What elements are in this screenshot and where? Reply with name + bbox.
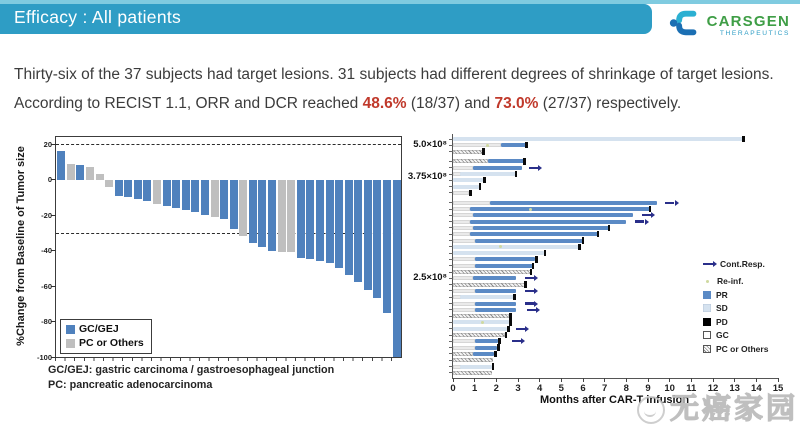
legend-label: GC: [716, 330, 729, 341]
swimmer-segment-pr: [475, 308, 516, 312]
cont-resp-arrow: [525, 290, 534, 292]
orr-value: 48.6%: [362, 95, 407, 112]
cont-resp-arrow: [525, 302, 534, 304]
swimmer-segment-pr: [470, 207, 650, 211]
swimmer-segment-pr: [475, 302, 516, 306]
swimmer-x-tick: [756, 378, 757, 382]
dcr-value: 73.0%: [494, 95, 539, 112]
pd-marker: [582, 237, 585, 243]
swimmer-x-tick-label: 3: [515, 383, 521, 394]
swimmer-x-tick-label: 0: [450, 383, 456, 394]
swimmer-segment-pr: [475, 346, 498, 350]
footnote-gcgej: GC/GEJ: gastric carcinoma / gastroesophageal junction: [48, 364, 335, 376]
waterfall-bar: [191, 180, 199, 212]
swimmer-x-tick: [734, 378, 735, 382]
pc-others-swatch-icon: [66, 339, 75, 348]
swimmer-x-tick-label: 2: [493, 383, 499, 394]
swimmer-legend: [703, 257, 768, 356]
swimmer-x-tick: [626, 378, 627, 382]
watermark-smiley-icon: [637, 396, 665, 424]
waterfall-bar: [306, 180, 314, 260]
waterfall-bar: [86, 167, 94, 179]
waterfall-legend-gcgej: [66, 322, 144, 336]
pd-marker: [483, 177, 486, 183]
swimmer-segment-pc: [453, 371, 492, 375]
cont-resp-arrow: [642, 214, 651, 216]
swimmer-segment-gc: [453, 166, 473, 170]
swimmer-x-tick-label: 14: [751, 383, 762, 394]
waterfall-bar: [326, 180, 334, 263]
swimmer-segment-sd: [453, 245, 579, 249]
waterfall-legend-label: PC or Others: [79, 337, 144, 349]
waterfall-reference-line: [56, 144, 401, 145]
swimmer-segment-gc: [453, 257, 475, 261]
pd-marker: [523, 158, 526, 164]
swimmer-segment-gc: [453, 191, 469, 195]
swimmer-segment-sd: [460, 365, 493, 369]
swimmer-segment-pr: [490, 201, 657, 205]
swimmer-segment-pr: [470, 232, 598, 236]
pr-swatch-icon: [703, 291, 711, 299]
swimmer-segment-sd: [453, 185, 479, 189]
carsgen-logo-icon: [668, 7, 702, 44]
waterfall-bar: [249, 180, 257, 244]
legend-pc-others: [703, 342, 768, 356]
watermark: [637, 395, 798, 424]
swimmer-segment-sd: [453, 251, 544, 255]
waterfall-y-tick-label: 20: [43, 139, 52, 149]
legend-sd: [703, 302, 768, 316]
swimmer-segment-sd: [453, 137, 743, 141]
waterfall-legend-pc: [66, 336, 144, 350]
waterfall-bar: [211, 180, 219, 217]
swimmer-segment-pr: [475, 289, 516, 293]
pd-marker: [492, 363, 495, 369]
re-inf-marker: [499, 245, 502, 248]
cont-resp-arrow: [665, 202, 674, 204]
gc-swatch-icon: [703, 331, 711, 339]
dose-group-label: 5.0×10⁸: [413, 139, 447, 151]
swimmer-segment-pr: [475, 264, 534, 268]
swimmer-x-tick: [539, 378, 540, 382]
waterfall-plot: [36, 136, 402, 362]
swimmer-segment-pr: [473, 226, 610, 230]
waterfall-bar: [134, 180, 142, 200]
legend-gc: [703, 329, 768, 343]
swimmer-segment-pc: [453, 270, 531, 274]
legend-label: Re-inf.: [717, 276, 744, 287]
waterfall-x-axis-ticks: [55, 358, 400, 361]
swimmer-segment-gc: [453, 143, 501, 147]
cont-resp-arrow: [529, 167, 538, 169]
pd-marker: [742, 136, 745, 142]
waterfall-y-axis-label: %Change from Baseline of Tumor size: [15, 146, 27, 346]
swimmer-x-tick: [453, 378, 454, 382]
swimmer-segment-sd: [453, 327, 507, 331]
waterfall-y-tick-label: -100: [36, 352, 52, 362]
waterfall-bar: [239, 180, 247, 237]
swimmer-x-tick-label: 15: [772, 383, 784, 394]
logo-subtitle: THERAPEUTICS: [719, 29, 790, 37]
swimmer-x-tick: [496, 378, 497, 382]
pd-swatch-icon: [703, 318, 711, 326]
swimmer-segment-gc: [453, 201, 490, 205]
swimmer-x-tick-label: 1: [472, 383, 478, 394]
dose-group-label: 2.5×10⁸: [413, 272, 447, 284]
swimmer-segment-pr: [473, 352, 495, 356]
swimmer-x-tick-label: 7: [602, 383, 608, 394]
waterfall-bar: [96, 174, 104, 179]
cont-resp-arrow-icon: [703, 263, 713, 265]
waterfall-bar: [172, 180, 180, 208]
swimmer-segment-pc: [453, 159, 488, 163]
legend-label: PR: [716, 289, 728, 300]
abbreviation-footnotes: [48, 363, 334, 393]
pd-marker: [530, 269, 533, 275]
cont-resp-arrow: [516, 328, 525, 330]
swimmer-segment-gc: [453, 207, 470, 211]
swimmer-x-tick-label: 10: [664, 383, 675, 394]
pd-marker: [597, 231, 600, 237]
swimmer-segment-gc: [453, 289, 475, 293]
swimmer-segment-gc: [453, 226, 473, 230]
legend-pr: [703, 288, 768, 302]
swimmer-segment-pr: [475, 239, 583, 243]
waterfall-legend-label: GC/GEJ: [79, 323, 119, 335]
waterfall-y-tick-label: 0: [47, 175, 52, 185]
swimmer-segment-gc: [453, 346, 475, 350]
footnote-pc: PC: pancreatic adenocarcinoma: [48, 379, 213, 391]
pd-marker: [497, 344, 500, 350]
waterfall-bar: [364, 180, 372, 290]
waterfall-bar: [57, 151, 65, 179]
swimmer-segment-pc: [453, 358, 493, 362]
summary-text: [14, 60, 792, 118]
waterfall-bar: [354, 180, 362, 283]
swimmer-x-tick-label: 4: [537, 383, 543, 394]
summary-line2-mid: (18/37) and: [406, 95, 495, 112]
waterfall-bar: [67, 164, 75, 180]
cont-resp-arrow: [525, 277, 534, 279]
re-inf-dot-icon: [706, 280, 709, 283]
swimmer-x-tick: [778, 378, 779, 382]
dose-group-label: 3.75×10⁸: [407, 171, 447, 183]
swimmer-segment-pc: [453, 150, 483, 154]
swimmer-x-tick: [669, 378, 670, 382]
waterfall-bar: [393, 180, 401, 357]
pd-marker: [649, 206, 652, 212]
re-inf-marker: [529, 208, 532, 211]
swimmer-x-tick-label: 11: [686, 383, 697, 394]
waterfall-bar: [124, 180, 132, 198]
swimmer-x-tick: [518, 378, 519, 382]
pd-marker: [544, 250, 547, 256]
legend-label: PC or Others: [716, 343, 769, 354]
cont-resp-arrow: [527, 309, 536, 311]
swimmer-segment-pr: [473, 213, 633, 217]
swimmer-x-tick: [561, 378, 562, 382]
waterfall-y-tick-label: -60: [41, 281, 52, 291]
waterfall-bar: [297, 180, 305, 258]
pd-marker: [494, 351, 497, 357]
waterfall-bar: [316, 180, 324, 262]
swimmer-x-tick: [604, 378, 605, 382]
pd-marker: [469, 190, 472, 196]
swimmer-x-tick-label: 5: [558, 383, 564, 394]
gcgej-swatch-icon: [66, 325, 75, 334]
swimmer-x-tick: [474, 378, 475, 382]
swimmer-segment-pr: [488, 159, 525, 163]
legend-label: PD: [716, 316, 728, 327]
swimmer-segment-pr: [501, 143, 527, 147]
swimmer-segment-pc: [453, 333, 505, 337]
swimmer-segment-gc: [453, 339, 475, 343]
waterfall-bar: [115, 180, 123, 196]
legend-re-inf: [703, 275, 768, 289]
waterfall-y-tick-label: -40: [41, 246, 52, 256]
pd-marker: [525, 142, 528, 148]
swimmer-x-tick: [583, 378, 584, 382]
pd-marker: [515, 171, 518, 177]
swimmer-x-tick-label: 8: [623, 383, 629, 394]
waterfall-bar: [105, 180, 113, 187]
pd-marker: [524, 281, 527, 287]
swimmer-segment-pc: [453, 314, 509, 318]
waterfall-bar: [182, 180, 190, 210]
swimmer-segment-pr: [475, 257, 536, 261]
swimmer-segment-pr: [473, 166, 523, 170]
legend-pd: [703, 315, 768, 329]
swimmer-segment-gc: [453, 239, 475, 243]
swimmer-segment-pr: [475, 339, 499, 343]
pc-others-hatch-swatch-icon: [703, 345, 711, 353]
pd-marker: [482, 148, 485, 154]
swimmer-segment-pr: [473, 276, 516, 280]
waterfall-bar: [258, 180, 266, 247]
swimmer-segment-gc: [453, 220, 470, 224]
swimmer-segment-gc: [453, 276, 473, 280]
swimmer-x-tick: [713, 378, 714, 382]
summary-line-2: [14, 89, 792, 118]
swimmer-segment-pr: [470, 220, 626, 224]
waterfall-bar: [287, 180, 295, 253]
legend-label: Cont.Resp.: [720, 258, 765, 269]
page-title: Efficacy : All patients: [14, 7, 182, 27]
swimmer-segment-sd: [460, 172, 516, 176]
swimmer-segment-gc: [453, 264, 475, 268]
swimmer-segment-gc: [453, 232, 470, 236]
swimmer-segment-gc: [453, 213, 473, 217]
waterfall-bar: [143, 180, 151, 201]
waterfall-y-tick-label: -20: [41, 210, 52, 220]
pd-marker: [578, 244, 581, 250]
swimmer-x-tick: [691, 378, 692, 382]
waterfall-y-tick-label: -80: [41, 317, 52, 327]
waterfall-bar: [76, 165, 84, 179]
swimmer-segment-gc: [453, 308, 475, 312]
swimmer-segment-sd: [460, 295, 514, 299]
sd-swatch-icon: [703, 304, 711, 312]
swimmer-segment-pc: [453, 352, 473, 356]
waterfall-bar: [383, 180, 391, 313]
summary-line2-suffix: (27/37) respectively.: [538, 95, 682, 112]
summary-line2-prefix: According to RECIST 1.1, ORR and DCR reached: [14, 95, 363, 112]
swimmer-x-tick: [648, 378, 649, 382]
waterfall-bar: [163, 180, 171, 207]
swimmer-x-axis-label: Months after CAR-T infusion: [539, 394, 690, 406]
swimmer-x-tick-label: 12: [707, 383, 719, 394]
waterfall-bar: [335, 180, 343, 269]
swimmer-segment-pc: [453, 283, 525, 287]
summary-line-1: Thirty-six of the 37 subjects had target lesions. 31 subjects had different degrees of shrinkage of target lesions.: [14, 66, 774, 83]
swimmer-segment-sd: [453, 178, 483, 182]
waterfall-bar: [373, 180, 381, 299]
swimmer-x-tick-label: 13: [729, 383, 740, 394]
cont-resp-arrow: [512, 340, 521, 342]
pd-marker: [513, 294, 516, 300]
re-inf-marker: [486, 144, 489, 147]
waterfall-bar: [268, 180, 276, 251]
pd-marker: [505, 332, 508, 338]
waterfall-bar: [220, 180, 228, 219]
logo-name: CARSGEN: [706, 12, 790, 30]
waterfall-legend: [60, 319, 152, 354]
pd-marker: [608, 225, 611, 231]
swimmer-x-tick-label: 9: [645, 383, 651, 394]
carsgen-logo-text: [707, 14, 790, 38]
pd-marker: [479, 183, 482, 189]
carsgen-logo: [668, 7, 790, 44]
waterfall-bar: [345, 180, 353, 276]
waterfall-bar: [153, 180, 161, 205]
watermark-text: 无癌家园: [669, 393, 798, 425]
legend-cont-resp: [703, 257, 768, 271]
pd-marker: [535, 256, 538, 262]
cont-resp-arrow: [635, 220, 644, 222]
swimmer-x-tick-label: 6: [580, 383, 586, 394]
waterfall-bar: [201, 180, 209, 215]
legend-label: SD: [716, 303, 728, 314]
swimmer-segment-gc: [453, 302, 475, 306]
waterfall-bar: [230, 180, 238, 230]
waterfall-bar: [278, 180, 286, 253]
